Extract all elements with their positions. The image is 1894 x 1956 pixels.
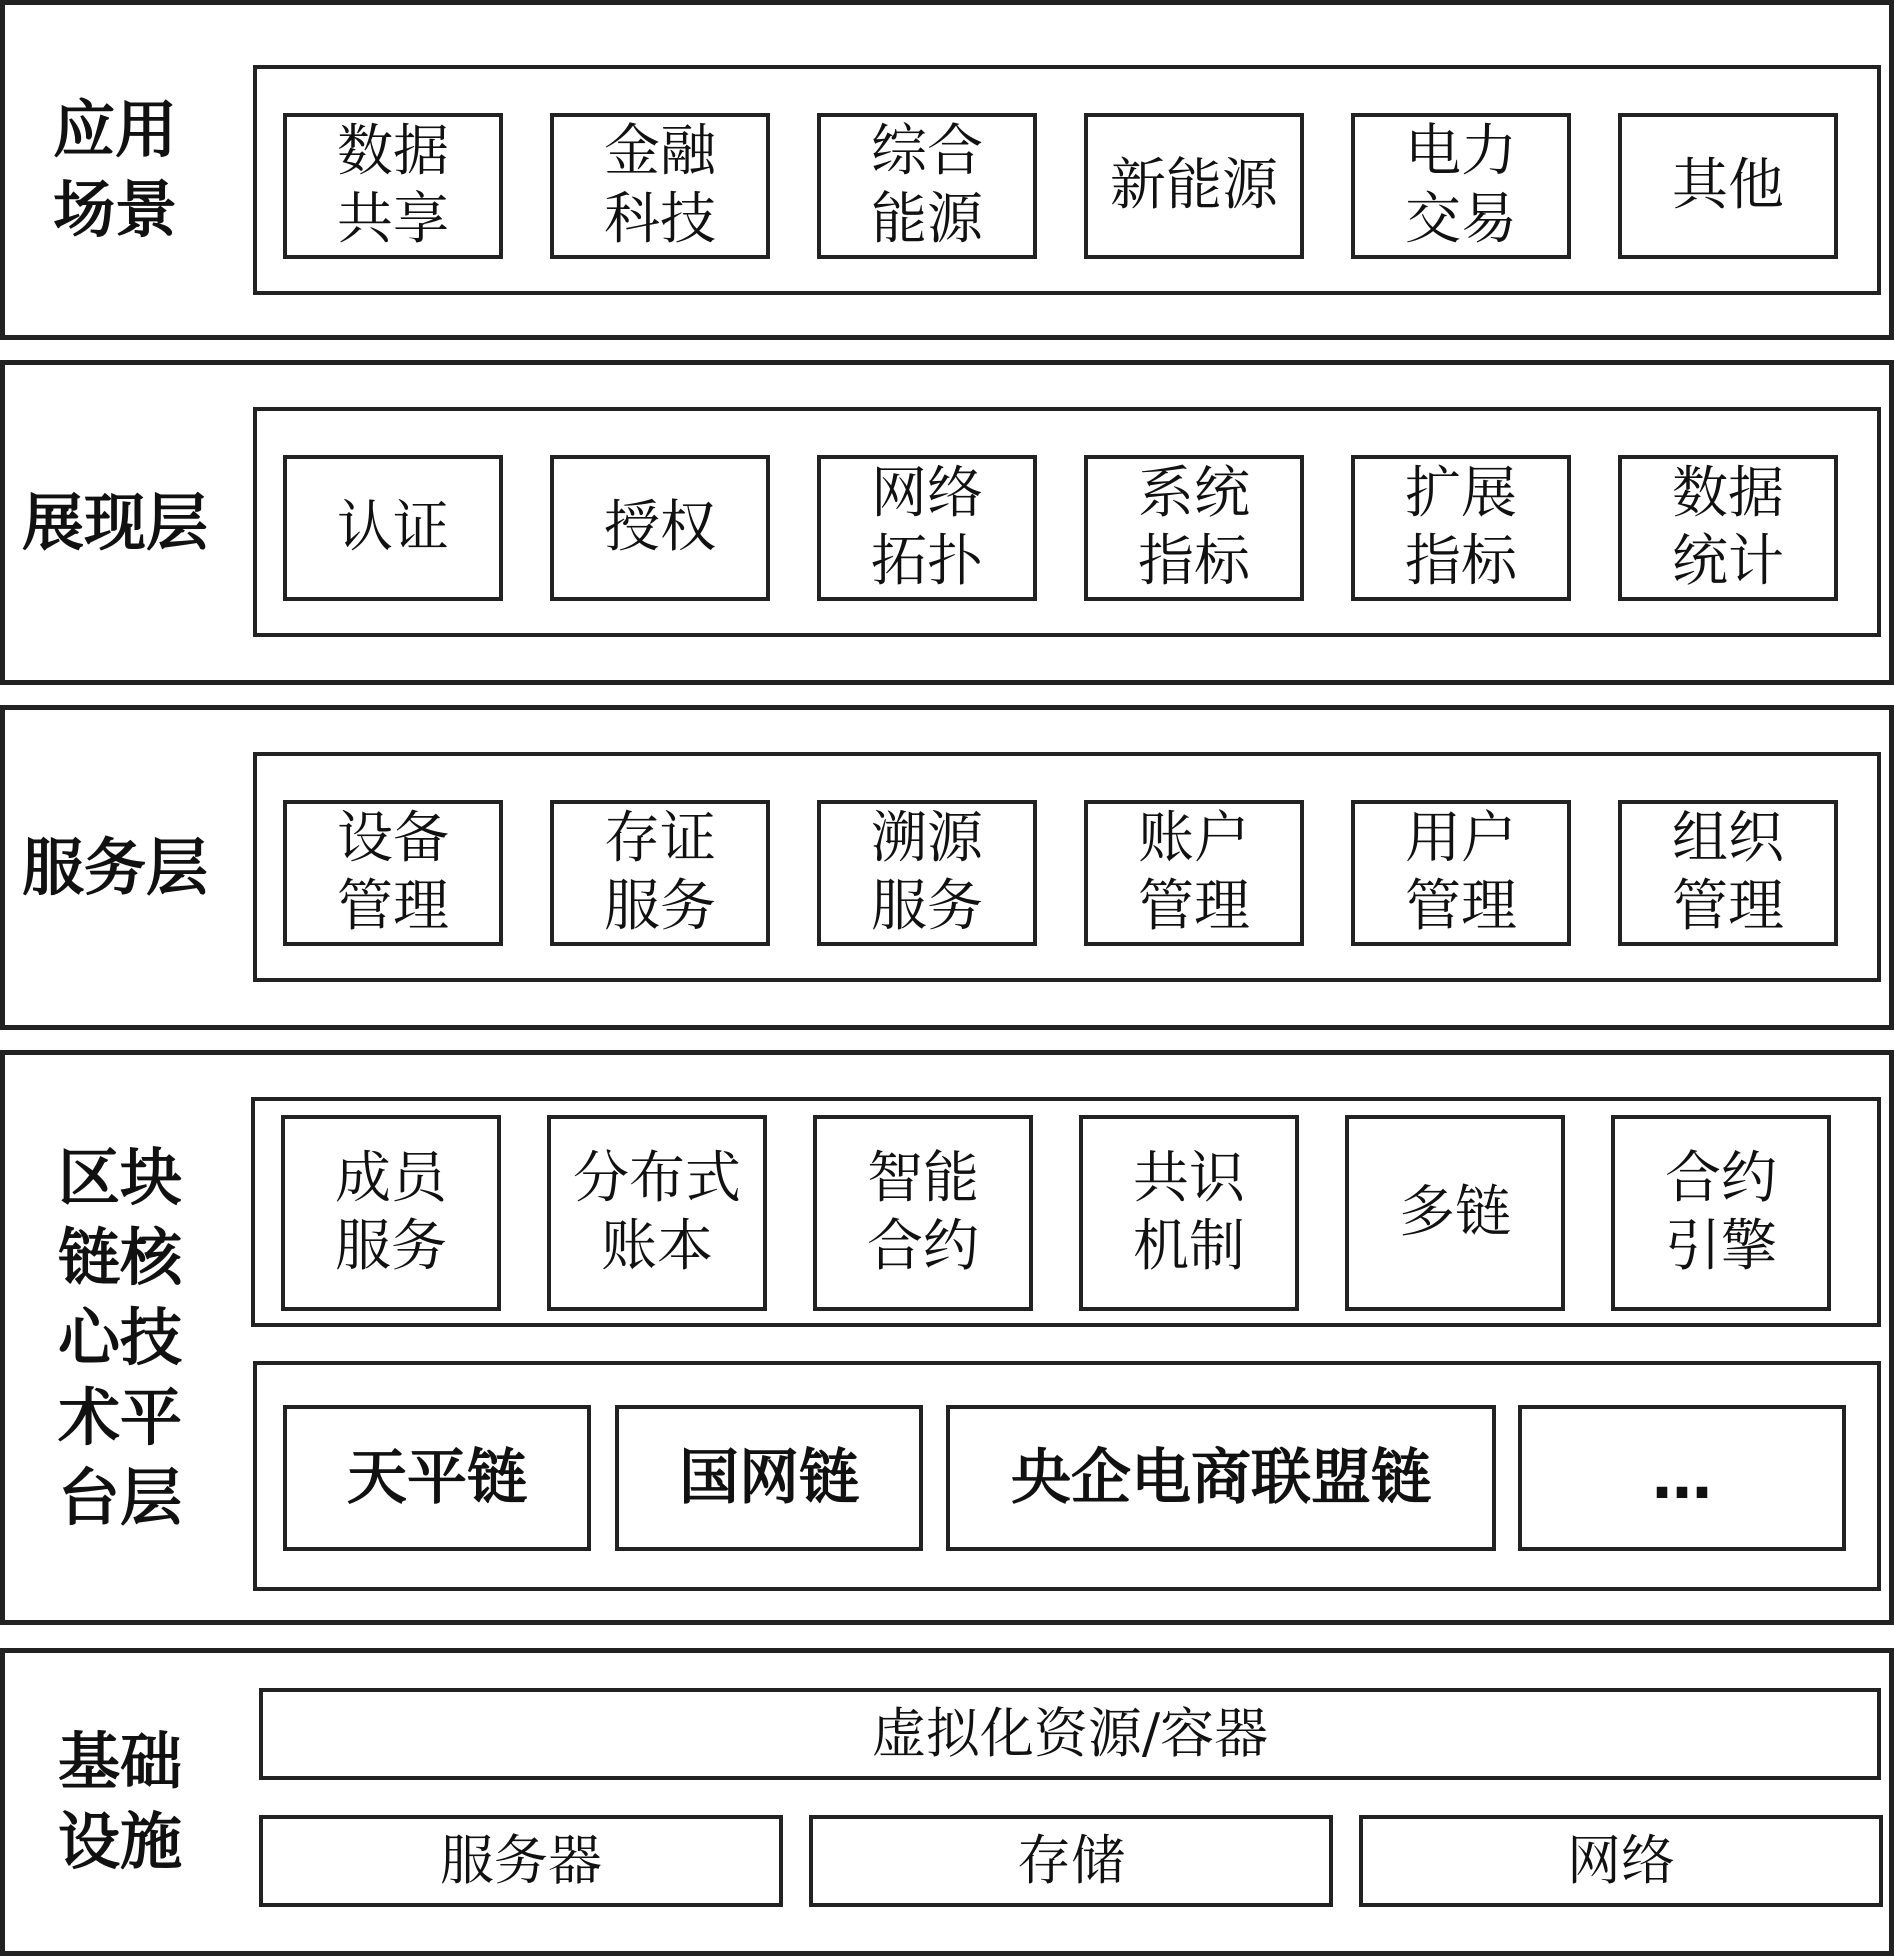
chain-central-enterprise-ecommerce: 央企电商联盟链	[946, 1405, 1496, 1551]
app-item-integrated-energy: 综合 能源	[817, 113, 1037, 259]
pres-item-system-metrics: 系统 指标	[1084, 455, 1304, 601]
pres-item-authentication: 认证	[283, 455, 503, 601]
core-item-multi-chain: 多链	[1345, 1115, 1565, 1311]
application-items-panel	[253, 65, 1881, 295]
service-layer	[0, 705, 1894, 1030]
core-item-distributed-ledger: 分布式 账本	[547, 1115, 767, 1311]
core-item-contract-engine: 合约 引擎	[1611, 1115, 1831, 1311]
application-layer	[0, 0, 1894, 340]
chain-more: …	[1518, 1405, 1846, 1551]
core-item-smart-contract: 智能 合约	[813, 1115, 1033, 1311]
infrastructure-layer	[0, 1648, 1894, 1956]
service-layer-title: 服务层	[21, 830, 208, 904]
core-item-consensus: 共识 机制	[1079, 1115, 1299, 1311]
blockchain-platform-layer	[0, 1050, 1894, 1625]
svc-item-user-management: 用户 管理	[1351, 800, 1571, 946]
hardware-storage: 存储	[809, 1815, 1333, 1907]
chain-state-grid: 国网链	[615, 1405, 923, 1551]
svc-item-account-management: 账户 管理	[1084, 800, 1304, 946]
presentation-layer-title: 展现层	[21, 485, 208, 559]
app-item-new-energy: 新能源	[1084, 113, 1304, 259]
app-item-power-trading: 电力 交易	[1351, 113, 1571, 259]
pres-item-extended-metrics: 扩展 指标	[1351, 455, 1571, 601]
infrastructure-layer-title: 基础 设施	[57, 1725, 182, 1878]
svc-item-device-management: 设备 管理	[283, 800, 503, 946]
app-item-fintech: 金融 科技	[550, 113, 770, 259]
svc-item-evidence-service: 存证 服务	[550, 800, 770, 946]
pres-item-data-statistics: 数据 统计	[1618, 455, 1838, 601]
blockchain-chains-panel	[253, 1361, 1881, 1591]
svc-item-organization-management: 组织 管理	[1618, 800, 1838, 946]
blockchain-core-panel	[251, 1097, 1881, 1327]
virtual-resources-container: 虚拟化资源/容器	[259, 1688, 1881, 1780]
core-item-member-service: 成员 服务	[281, 1115, 501, 1311]
service-items-panel	[253, 752, 1881, 982]
pres-item-network-topology: 网络 拓扑	[817, 455, 1037, 601]
blockchain-layer-title: 区块 链核 心技 术平 台层	[57, 1140, 182, 1534]
chain-tianping: 天平链	[283, 1405, 591, 1551]
presentation-layer	[0, 360, 1894, 685]
presentation-items-panel	[253, 407, 1881, 637]
app-item-other: 其他	[1618, 113, 1838, 259]
app-item-data-sharing: 数据 共享	[283, 113, 503, 259]
hardware-network: 网络	[1359, 1815, 1883, 1907]
pres-item-authorization: 授权	[550, 455, 770, 601]
hardware-server: 服务器	[259, 1815, 783, 1907]
application-layer-title: 应用 场景	[52, 93, 177, 246]
svc-item-traceability-service: 溯源 服务	[817, 800, 1037, 946]
